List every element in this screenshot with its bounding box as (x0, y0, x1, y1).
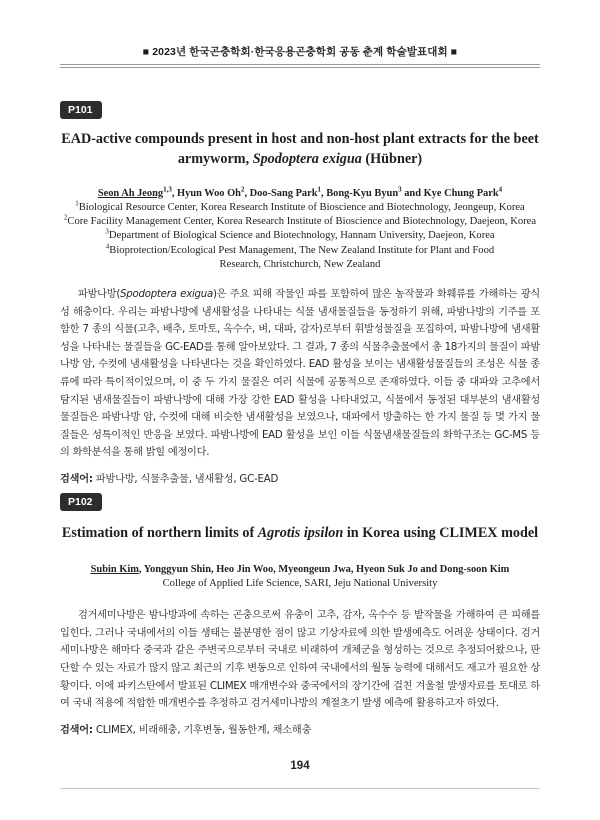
title-text-end: (Hübner) (361, 151, 423, 167)
abstract-title (60, 523, 540, 543)
affiliation-sup: 4 (105, 242, 110, 251)
author-sep: , (138, 564, 144, 575)
author-sep: , (244, 188, 250, 199)
author-name: Bong-Kyu Byun (326, 188, 399, 199)
author-sep: , (210, 564, 217, 575)
header-rule-bottom (60, 67, 540, 68)
body-species-italic: Spodoptera exigua (120, 289, 213, 301)
abstract-p101 (60, 100, 540, 488)
abstract-id-badge: P101 (60, 101, 102, 119)
affiliation-text: Biological Resource Center, Korea Research Institute of Bioscience and Biotechnology, Jeongeup, Korea (78, 202, 525, 213)
author-name: Dong-soon Kim (439, 564, 510, 575)
author (423, 185, 503, 199)
affiliation-line (60, 577, 540, 591)
keywords-text: 파밤나방, 식물추출물, 냄새활성, GC-EAD (92, 473, 279, 485)
author-sep: , (273, 564, 279, 575)
author-sup: 1,3 (163, 185, 172, 194)
keywords-label: 검색어: (60, 724, 93, 736)
author-sep: , (321, 188, 327, 199)
affiliation-text: Bioprotection/Ecological Pest Management, The New Zealand Institute for Plant and Food Research, Christchurch, New Zealand (109, 244, 495, 270)
author-name: Yonggyun Shin (143, 564, 211, 575)
affiliation-sup: 3 (105, 227, 109, 236)
header-rule-top (60, 64, 540, 65)
page-number: 194 (290, 760, 310, 772)
affiliation-line (60, 201, 540, 215)
keywords-text: CLIMEX, 비래해충, 기후변동, 월동한계, 채소해충 (92, 724, 312, 736)
author-name: Hyeon Suk Jo (356, 564, 418, 575)
author-sep: , (171, 188, 178, 199)
keywords-label: 검색어: (60, 473, 93, 485)
affiliation-text: Department of Biological Science and Biotechnology, Hannam University, Daejeon, Korea (108, 230, 495, 242)
author-name-presenter: Seon Ah Jeong (97, 188, 164, 199)
author (278, 564, 356, 575)
author (356, 564, 440, 575)
author (216, 564, 278, 575)
affiliation-line (60, 244, 540, 272)
affiliation-line (60, 215, 540, 229)
affiliation-text: Core Facility Management Center, Korea Research Institute of Bioscience and Biotechnology, Daejeon, Korea (67, 216, 537, 228)
conference-header: ■ 2023년 한국곤충학회·한국응용곤충학회 공동 춘계 학술발표대회 ■ (142, 46, 458, 58)
title-text: Estimation of northern limits of (61, 525, 258, 541)
affiliation-sup: 2 (63, 213, 68, 222)
author-sup: 3 (398, 185, 402, 194)
author-name: Doo-Sang Park (249, 188, 318, 199)
title-species-italic: Spodoptera exigua (252, 151, 362, 167)
author (91, 564, 144, 575)
author-name: Myeongeun Jwa (278, 564, 351, 575)
author-sup: 2 (240, 185, 245, 194)
author (326, 185, 424, 199)
author-sep: and (401, 188, 424, 199)
keywords (60, 723, 540, 739)
author (97, 185, 178, 199)
author-list (60, 187, 540, 201)
author (177, 185, 250, 199)
abstract-body (60, 607, 540, 713)
author-sup: 4 (498, 185, 503, 194)
title-text: EAD-active compounds present in host and non-host plant extracts for the beet armyworm, (61, 131, 539, 167)
body-text-start: 파밤나방( (78, 289, 121, 301)
abstract-title (60, 129, 540, 169)
author-name: Kye Chung Park (423, 188, 499, 199)
title-text-end: in Korea using CLIMEX model (343, 525, 539, 541)
affiliation-sup: 1 (75, 199, 79, 208)
author (144, 564, 217, 575)
author-sup: 1 (317, 185, 322, 194)
abstract-id-badge: P102 (60, 493, 102, 511)
author-sep: , (350, 564, 357, 575)
body-text: 검거세미나방은 밤나방과에 속하는 곤충으로써 유충이 고추, 감자, 옥수수 등 밭작물을 가해하여 큰 피해를 입힌다. 그러나 국내에서의 이들 생태는 불분명한 점이 많고 기상자료에 의한 발생예측도 어려운 상태이다. 검거세미나방은 해마다 중국과 같은 주변국으로부터 국내로 비래하여 개체군을 형성하는 것으로 추정되어왔으나, 판단할 수 있는 자료가 많지 않고 최근의 기후 변동으로 인하여 국내에서의 월동 능력에 대해서도 재고가 필요한 상황이다. 이에 파키스탄에서 발표된 CLIMEX 매개변수와 중국에서의 장기간에 걸친 겨울철 발생자료를 토대로 하여 국내 적용에 적합한 매개변수를 추정하고 검거세미나방의 계절초기 발생 예측에 활용하고자 하였다. (60, 610, 540, 710)
keywords (60, 472, 540, 488)
author-name: Hyun Woo Oh (177, 188, 241, 199)
affiliation-list (60, 577, 540, 591)
title-species-italic: Agrotis ipsilon (257, 525, 344, 541)
affiliation-list (60, 201, 540, 272)
footer-rule (60, 788, 540, 789)
author-name-presenter: Subin Kim (90, 564, 139, 575)
author (440, 564, 510, 575)
abstract-body (60, 286, 540, 462)
author-sep: and (417, 564, 440, 575)
author-name: Heo Jin Woo (216, 564, 274, 575)
affiliation-line (60, 229, 540, 243)
abstract-p102 (60, 492, 540, 739)
affiliation-text: College of Applied Life Science, SARI, Jeju National University (162, 578, 438, 589)
author (249, 185, 327, 199)
author-list (60, 563, 540, 577)
body-text-rest: )은 주요 피해 작물인 파를 포함하여 많은 농작물과 화훼류를 가해하는 광식성 해충이다. 우리는 파밤나방에 냄새활성을 나타내는 식물 냄새물질들을 동정하기 위해, 파밤나방의 기주를 포함한 7 종의 식물(고추, 배추, 토마토, 옥수수, 벼, 대파, 감자)로부터 휘발성물질을 포집하여, 파밤나방에 냄새활성을 나타내는 물질들을 GC-EAD를 통해 알아보았다. 그 결과, 7 종의 식물추출물에서 총 18가지의 물질이 파밤나방 암, 수컷에 냄새활성을 나타낸다는 것을 확인하였다. EAD 활성을 보이는 냄새활성물질들의 조성은 식물 종류에 따라 특이적이었으며, 이 중 두 가지 물질은 여러 식물에 공통적으로 존재하였다. 이들 중 대파와 고추에서 탐지된 냄새물질들이 파밤나방에 대해 가장 강한 EAD 활성을 나타내었고, 식물에서 동정된 대부분의 냄새활성물질들은 파밤나방 암, 수컷에 대해 비슷한 냄새활성을 보였으나, 대파에서 방출하는 한 가지 물질 등 몇 가지 물질들은 성특이적인 반응을 보였다. 파밤나방에 EAD 활성을 보인 이들 식물냄새물질들의 화학구조는 GC-MS 등의 화학분석을 통해 밝힐 예정이다. (60, 289, 541, 459)
